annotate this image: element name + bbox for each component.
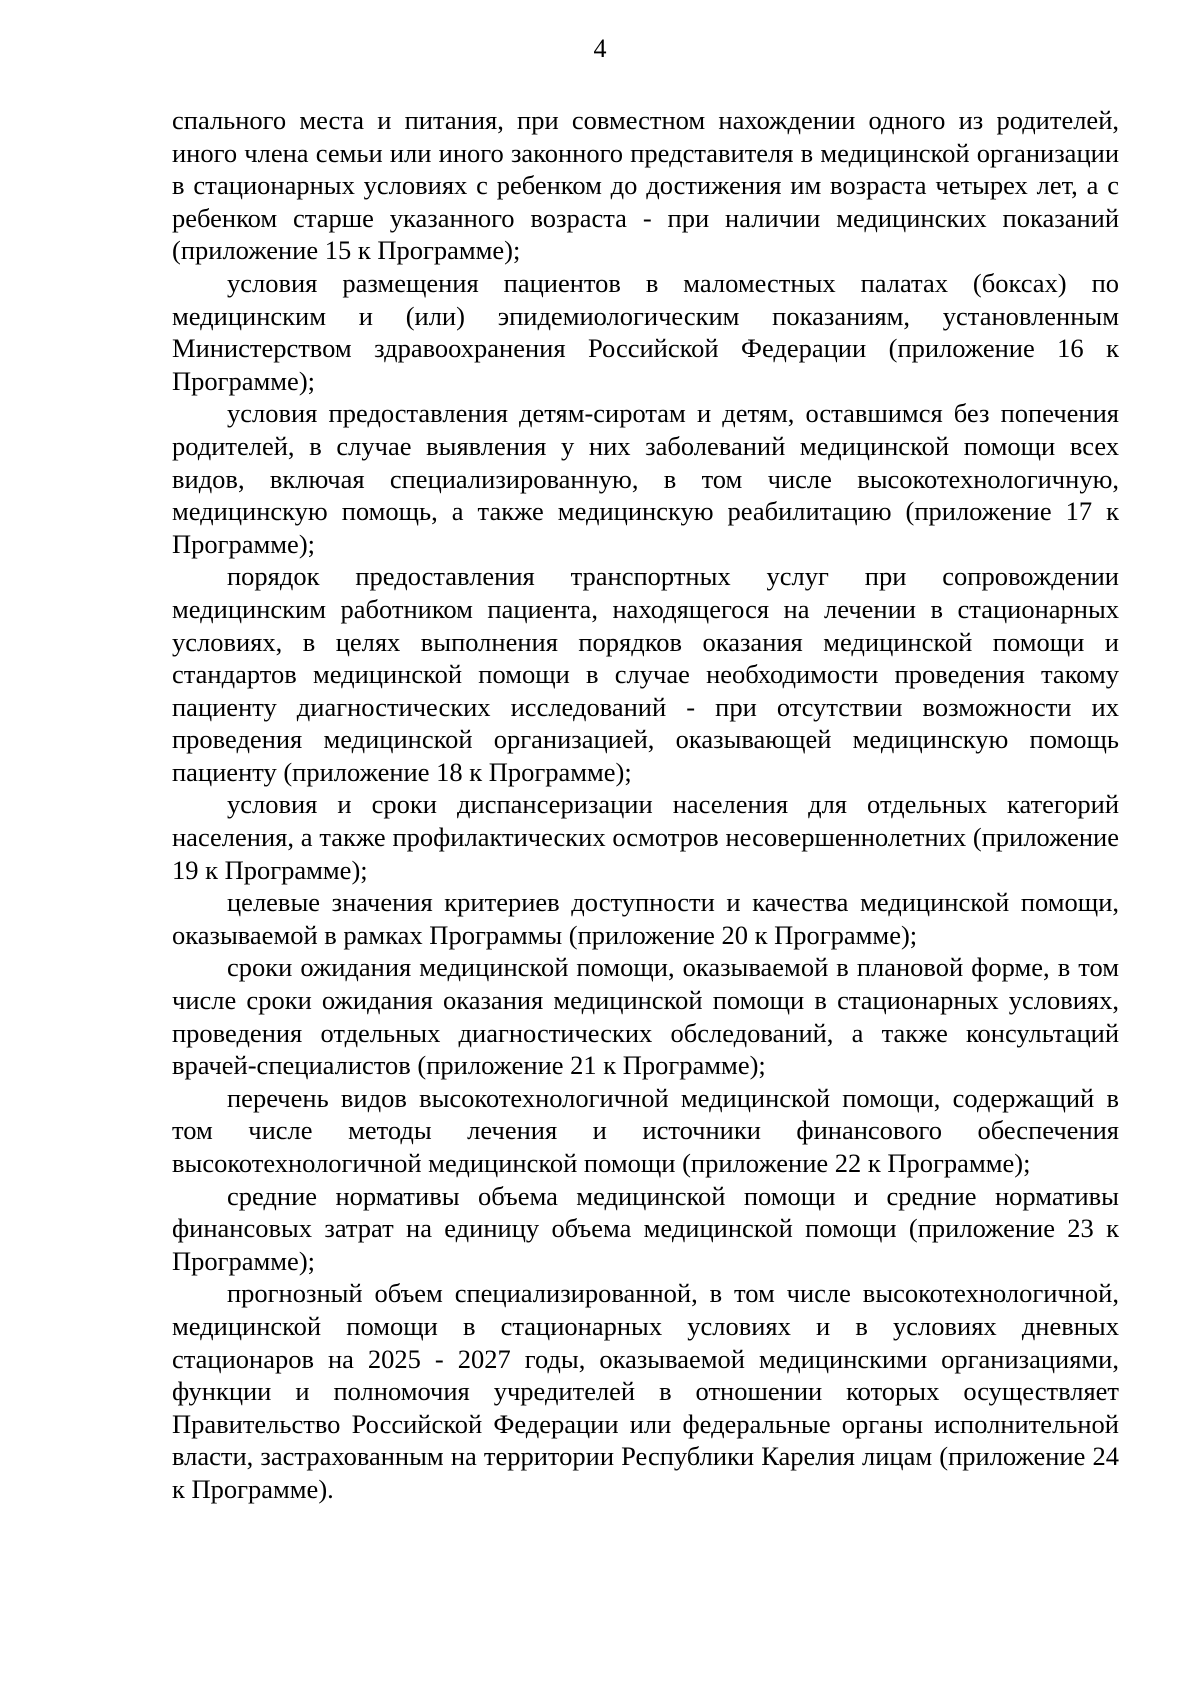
document-body <box>172 104 1119 1506</box>
paragraph-orphans-care: условия предоставления детям-сиротам и детям, оставшимся без попечения родителей, в случае выявления у них заболеваний медицинской помощи всех видов, включая специализированную, в том числе высокотехнологичную, медицинскую помощь, а также медицинскую реабилитацию (приложение 17 к Программе); <box>172 398 1119 559</box>
paragraph-high-tech-list: перечень видов высокотехнологичной медицинской помощи, содержащий в том числе методы лечения и источники финансового обеспечения высокотехнологичной медицинской помощи (приложение 22 к Программе); <box>172 1082 1119 1178</box>
paragraph-waiting-times: сроки ожидания медицинской помощи, оказываемой в плановой форме, в том числе сроки ожидания оказания медицинской помощи в стационарных условиях, проведения отдельных диагностических обследований, а также консультаций врачей-специалистов (приложение 21 к Программе); <box>172 952 1119 1081</box>
paragraph-target-values: целевые значения критериев доступности и качества медицинской помощи, оказываемой в рамках Программы (приложение 20 к Программе); <box>172 887 1119 950</box>
paragraph-transport-services: порядок предоставления транспортных услуг при сопровождении медицинским работником пациента, находящегося на лечении в стационарных условиях, в целях выполнения порядков оказания медицинской помощи и стандартов медицинской помощи в случае необходимости проведения такому пациенту диагностических исследований - при отсутствии возможности их проведения медицинской организацией, оказывающей медицинскую помощь пациенту (приложение 18 к Программе); <box>172 561 1119 787</box>
paragraph-ward-conditions: условия размещения пациентов в маломестных палатах (боксах) по медицинским и (или) эпидемиологическим показаниям, установленным Министерством здравоохранения Российской Федерации (приложение 16 к Программе); <box>172 267 1119 396</box>
paragraph-forecast-volume: прогнозный объем специализированной, в том числе высокотехнологичной, медицинской помощи в стационарных условиях и в условиях дневных стационаров на 2025 - 2027 годы, оказываемой медицинскими организациями, функции и полномочия учредителей в отношении которых осуществляет Правительство Российской Федерации или федеральные органы исполнительной власти, застрахованным на территории Республики Карелия лицам (приложение 24 к Программе). <box>172 1278 1119 1504</box>
paragraph-continuation: спального места и питания, при совместном нахождении одного из родителей, иного члена семьи или иного законного представителя в медицинской организации в стационарных условиях с ребенком до достижения им возраста четырех лет, а с ребенком старше указанного возраста - при наличии медицинских показаний (приложение 15 к Программе); <box>172 105 1119 266</box>
page-number: 4 <box>593 34 607 63</box>
paragraph-dispensary: условия и сроки диспансеризации населения для отдельных категорий населения, а также профилактических осмотров несовершеннолетних (приложение 19 к Программе); <box>172 789 1119 885</box>
paragraph-average-norms: средние нормативы объема медицинской помощи и средние нормативы финансовых затрат на единицу объема медицинской помощи (приложение 23 к Программе); <box>172 1180 1119 1276</box>
